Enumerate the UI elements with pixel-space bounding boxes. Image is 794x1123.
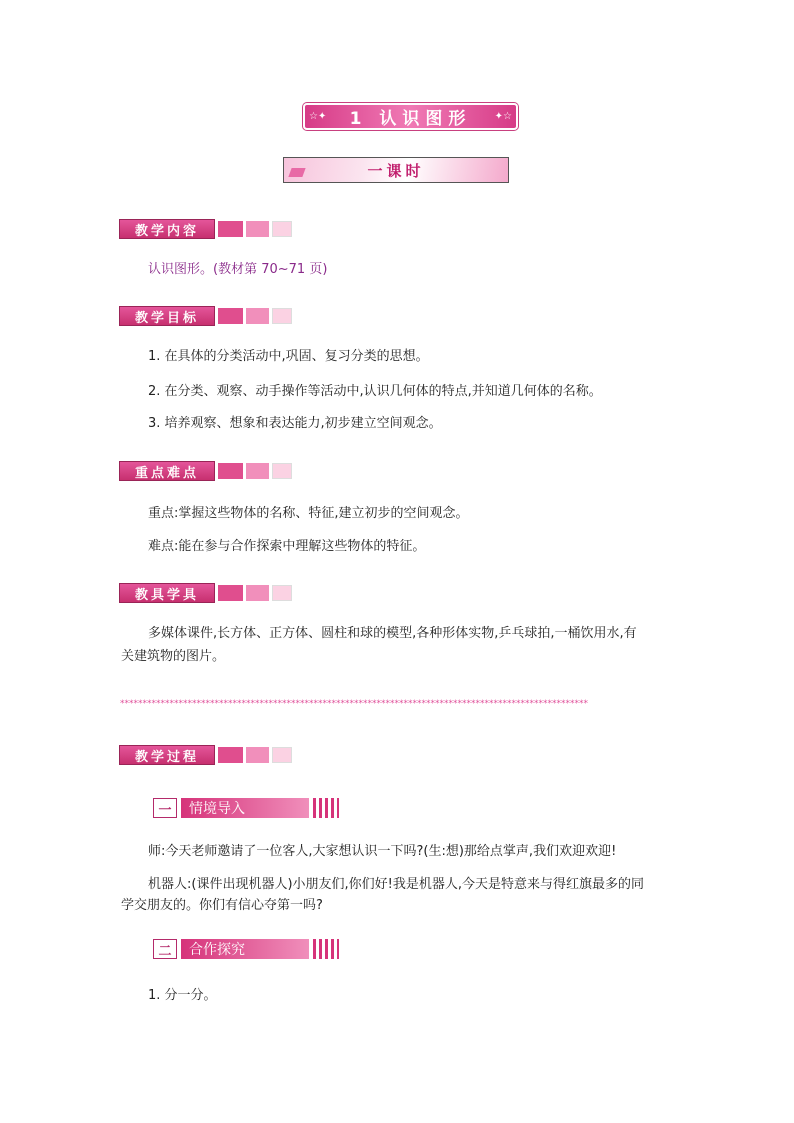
- star-decoration-left: ☆✦: [309, 111, 327, 122]
- content-text: 认识图形。(教材第 70~71 页): [148, 262, 328, 277]
- stripe-decoration: [313, 939, 339, 959]
- step-heading-1: [153, 798, 339, 820]
- section-tag-label: 教学内容: [119, 219, 215, 239]
- chapter-title: 1 认识图形: [349, 109, 472, 129]
- section-tag-label: 教学过程: [119, 745, 215, 765]
- tag-square: [246, 308, 269, 324]
- tag-square: [218, 221, 243, 237]
- tag-square: [246, 747, 269, 763]
- section-tag-content: [119, 219, 299, 239]
- dialogue-line: 机器人:(课件出现机器人)小朋友们,你们好!我是机器人,今天是特意来与得红旗最多的同: [148, 877, 645, 892]
- lesson-banner: [283, 157, 509, 183]
- tag-square: [218, 463, 243, 479]
- tag-square: [218, 747, 243, 763]
- tools-line: 关建筑物的图片。: [121, 649, 226, 664]
- step-number: 二: [153, 939, 177, 959]
- tools-line: 多媒体课件,长方体、正方体、圆柱和球的模型,各种形体实物,乒乓球拍,一桶饮用水,有: [148, 626, 637, 641]
- key-point-item: 重点:掌握这些物体的名称、特征,建立初步的空间观念。: [148, 506, 469, 521]
- tag-square: [218, 585, 243, 601]
- tag-square: [272, 308, 292, 324]
- tag-square: [246, 585, 269, 601]
- section-tag-label: 重点难点: [119, 461, 215, 481]
- dialogue-line: 学交朋友的。你们有信心夺第一吗?: [121, 898, 323, 913]
- difficulty-item: 难点:能在参与合作探索中理解这些物体的特征。: [148, 539, 426, 554]
- tag-square: [246, 221, 269, 237]
- section-tag-key-points: [119, 461, 299, 481]
- section-tag-tools: [119, 583, 299, 603]
- tag-square: [272, 221, 292, 237]
- goal-item: 2. 在分类、观察、动手操作等活动中,认识几何体的特点,并知道几何体的名称。: [148, 384, 602, 399]
- step-heading-2: [153, 939, 339, 961]
- asterisk-separator: ********************************************************************************************************: [120, 699, 588, 709]
- goal-item: 3. 培养观察、想象和表达能力,初步建立空间观念。: [148, 416, 442, 431]
- section-tag-goals: [119, 306, 299, 326]
- star-decoration-right: ✦☆: [494, 111, 512, 122]
- tag-square: [272, 747, 292, 763]
- section-tag-label: 教学目标: [119, 306, 215, 326]
- tag-square: [218, 308, 243, 324]
- step-number: 一: [153, 798, 177, 818]
- section-tag-process: [119, 745, 299, 765]
- goal-item: 1. 在具体的分类活动中,巩固、复习分类的思想。: [148, 349, 429, 364]
- stripe-decoration: [313, 798, 339, 818]
- section-tag-label: 教具学具: [119, 583, 215, 603]
- tag-square: [272, 463, 292, 479]
- step-title: 合作探究: [181, 939, 309, 959]
- chapter-title-banner: [303, 103, 518, 130]
- tag-square: [246, 463, 269, 479]
- dialogue-line: 师:今天老师邀请了一位客人,大家想认识一下吗?(生:想)那给点掌声,我们欢迎欢迎!: [148, 844, 617, 859]
- lesson-label: 一课时: [367, 161, 425, 180]
- step-title: 情境导入: [181, 798, 309, 818]
- step-item: 1. 分一分。: [148, 988, 217, 1003]
- tag-square: [272, 585, 292, 601]
